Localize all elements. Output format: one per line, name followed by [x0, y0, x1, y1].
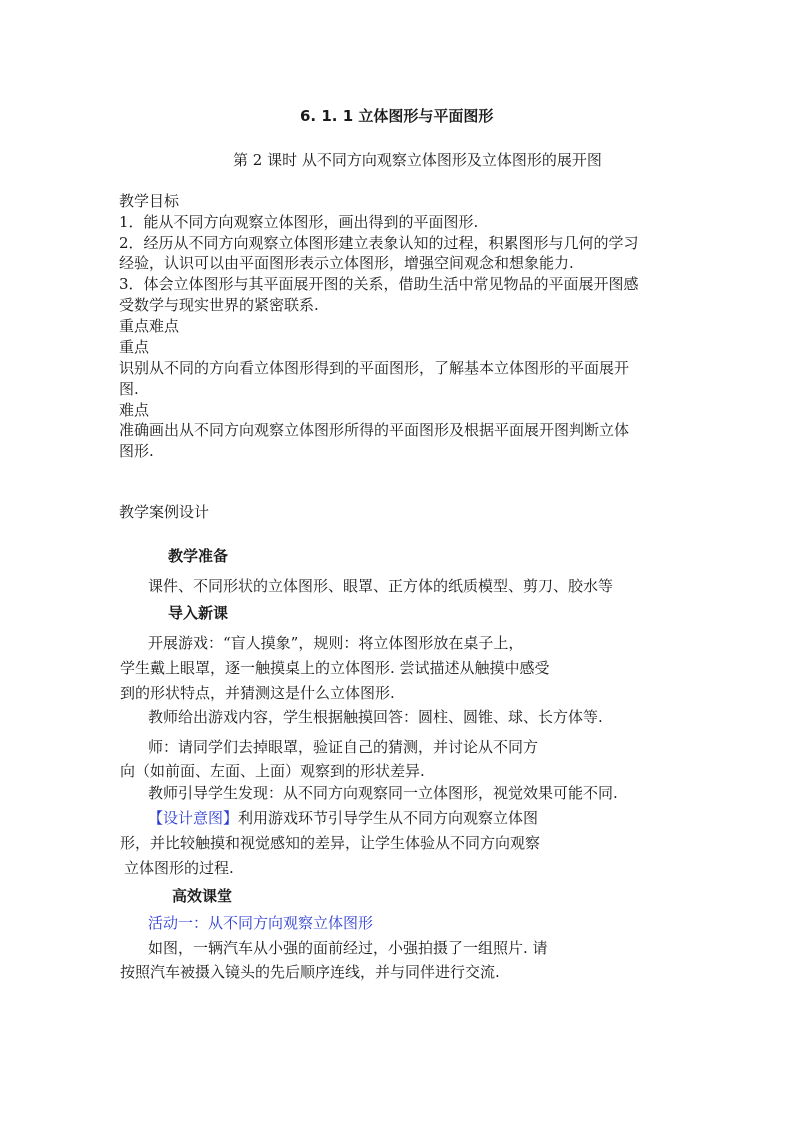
design-intent-label: 【设计意图】 [148, 809, 239, 827]
design-intent-line: 立体图形的过程. [124, 859, 234, 877]
objective-line: 2．经历从不同方向观察立体图形建立表象认知的过程，积累图形与几何的学习 [119, 234, 639, 252]
difficulty-text-line: 准确画出从不同方向观察立体图形所得的平面图形及根据平面展开图判断立体 [119, 421, 630, 439]
lesson-subtitle: 第 2 课时 从不同方向观察立体图形及立体图形的展开图 [233, 151, 602, 169]
intro-line: 教师引导学生发现：从不同方向观察同一立体图形，视觉效果可能不同. [148, 784, 618, 802]
intro-line: 开展游戏：“盲人摸象”，规则：将立体图形放在桌子上， [148, 634, 524, 652]
intro-heading: 导入新课 [168, 604, 229, 622]
objectives-heading: 教学目标 [119, 192, 180, 210]
page-title: 6. 1. 1 立体图形与平面图形 [300, 107, 494, 125]
objective-line: 1．能从不同方向观察立体图形，画出得到的平面图形. [119, 213, 479, 231]
activity1-line: 如图，一辆汽车从小强的面前经过，小强拍摄了一组照片. 请 [148, 939, 548, 957]
intro-line: 学生戴上眼罩，逐一触摸桌上的立体图形. 尝试描述从触摸中感受 [120, 659, 550, 677]
class-heading: 高效课堂 [172, 887, 233, 905]
objective-line: 经验，认识可以由平面图形表示立体图形，增强空间观念和想象能力. [119, 254, 574, 272]
intro-line: 到的形状特点，并猜测这是什么立体图形. [120, 684, 395, 702]
objective-line: 3．体会立体图形与其平面展开图的关系，借助生活中常见物品的平面展开图感 [119, 275, 639, 293]
intro-line: 向（如前面、左面、上面）观察到的形状差异. [120, 762, 425, 780]
design-intent-line: 形，并比较触摸和视觉感知的差异，让学生体验从不同方向观察 [120, 834, 541, 852]
prep-text: 课件、不同形状的立体图形、眼罩、正方体的纸质模型、剪刀、胶水等 [148, 577, 614, 595]
design-intent-line [148, 808, 538, 828]
design-heading: 教学案例设计 [119, 503, 210, 521]
difficulty-heading: 难点 [119, 401, 150, 419]
difficulty-text-line: 图形. [119, 442, 154, 460]
prep-heading: 教学准备 [168, 547, 229, 565]
intro-line: 师：请同学们去掉眼罩，验证自己的猜测，并讨论从不同方 [148, 738, 539, 756]
activity1-line: 按照汽车被摄入镜头的先后顺序连线，并与同伴进行交流. [120, 963, 500, 981]
key-text-line: 图. [119, 380, 139, 398]
key-text-line: 识别从不同的方向看立体图形得到的平面图形，了解基本立体图形的平面展开 [119, 359, 630, 377]
activity1-title: 活动一：从不同方向观察立体图形 [148, 914, 374, 932]
key-heading: 重点 [119, 338, 150, 356]
objective-line: 受数学与现实世界的紧密联系. [119, 296, 319, 314]
keypoints-heading: 重点难点 [119, 317, 180, 335]
design-intent-text: 利用游戏环节引导学生从不同方向观察立体图 [238, 809, 539, 827]
intro-line: 教师给出游戏内容，学生根据触摸回答：圆柱、圆锥、球、长方体等. [148, 708, 603, 726]
